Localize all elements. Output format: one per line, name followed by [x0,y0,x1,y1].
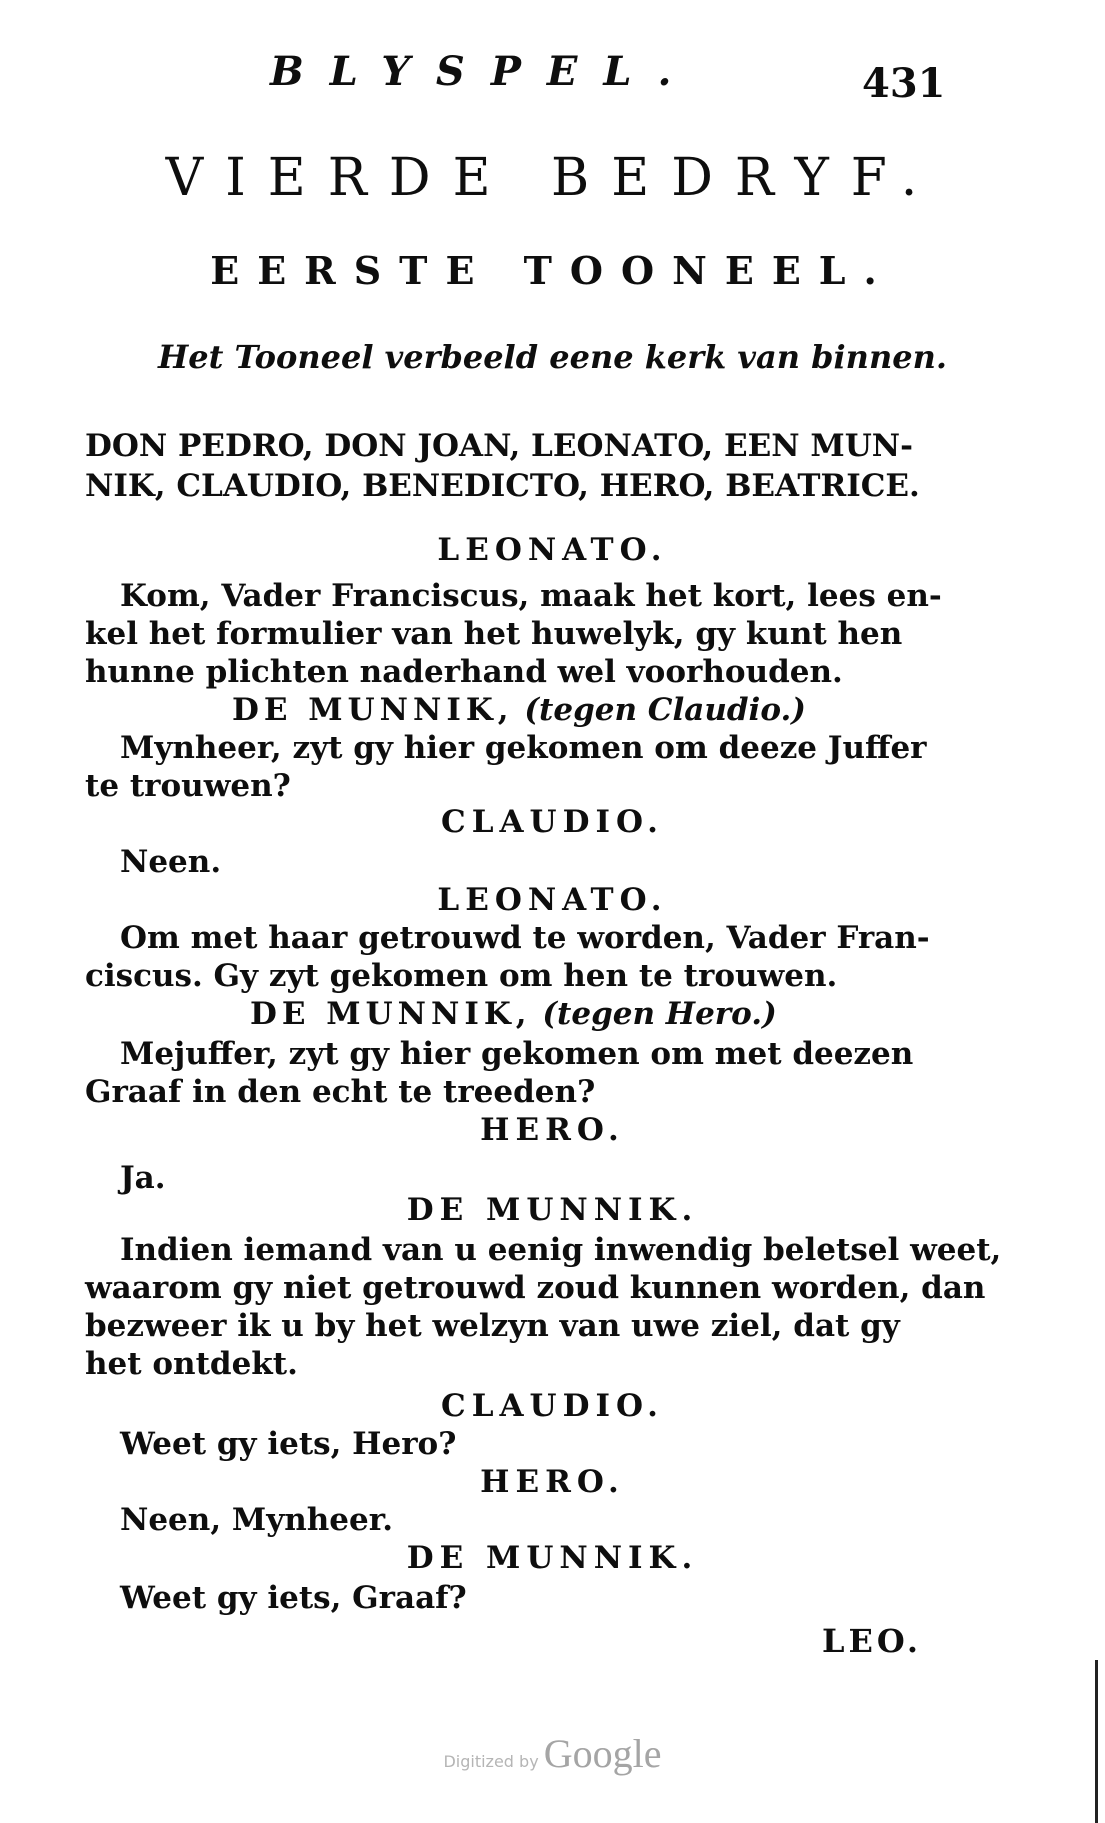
dialogue-line: te trouwen? [85,768,291,804]
dialogue-line: Neen, Mynheer. [120,1502,394,1538]
speaker-name: HERO. [480,1112,625,1148]
dialogue-line: bezweer ik u by het welzyn van uwe ziel, dat gy [85,1308,900,1344]
stage-direction: (tegen Claudio.) [524,692,806,728]
scene-title: EERSTE TOONEEL. [210,248,895,293]
speaker-with-direction [232,692,806,728]
dialogue-line: Mejuffer, zyt gy hier gekomen om met deezen [120,1036,914,1072]
speaker-name: CLAUDIO. [441,1388,664,1424]
dialogue-line: Om met haar getrouwd te worden, Vader Fran- [120,920,930,956]
speaker-name: CLAUDIO. [441,804,664,840]
cast-line-2: NIK, CLAUDIO, BENEDICTO, HERO, BEATRICE. [85,468,920,504]
speaker-with-direction [250,996,777,1032]
dialogue-line: Weet gy iets, Hero? [120,1426,457,1462]
speaker-name: LEONATO. [437,532,668,568]
dialogue-line: Indien iemand van u eenig inwendig beletsel weet, [120,1232,1002,1268]
google-logo: Google [543,1731,662,1776]
dialogue-line: Neen. [120,844,222,880]
act-title: VIERDE BEDRYF. [165,148,940,208]
speaker-name: LEONATO. [437,882,668,918]
watermark-prefix: Digitized by [443,1752,539,1771]
dialogue-line: Weet gy iets, Graaf? [120,1580,467,1616]
dialogue-line: kel het formulier van het huwelyk, gy kunt hen [85,616,903,652]
speaker-name: DE MUNNIK. [406,1540,699,1576]
dialogue-line: Graaf in den echt te treeden? [85,1074,596,1110]
page-number: 431 [862,60,946,107]
catchword: LEO. [822,1622,923,1660]
dialogue-line: Kom, Vader Franciscus, maak het kort, lees en- [120,578,942,614]
dialogue-line: waarom gy niet getrouwd zoud kunnen worden, dan [85,1270,986,1306]
running-title: BLYSPEL. [270,48,698,95]
page-edge-shadow [1095,1660,1098,1823]
speaker-name: DE MUNNIK, [250,996,532,1032]
speaker-name: HERO. [480,1464,625,1500]
stage-setting: Het Tooneel verbeeld eene kerk van binnen. [158,338,947,376]
dialogue-line: het ontdekt. [85,1346,298,1382]
stage-direction: (tegen Hero.) [542,996,777,1032]
digitized-watermark [0,1730,1105,1777]
speaker-name: DE MUNNIK, [232,692,514,728]
dialogue-line: hunne plichten naderhand wel voorhouden. [85,654,843,690]
speaker-name: DE MUNNIK. [406,1192,699,1228]
dialogue-line: Mynheer, zyt gy hier gekomen om deeze Juffer [120,730,927,766]
dialogue-line: Ja. [120,1160,166,1196]
dialogue-line: ciscus. Gy zyt gekomen om hen te trouwen. [85,958,838,994]
cast-line-1: DON PEDRO, DON JOAN, LEONATO, EEN MUN- [85,428,913,464]
